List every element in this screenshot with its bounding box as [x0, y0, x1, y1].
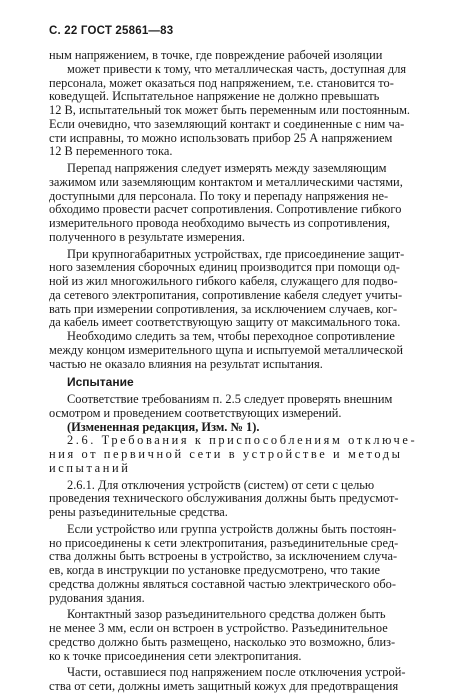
text-line: Контактный зазор разъединительного средства должен быть	[67, 607, 386, 622]
text-line: обходимо провести расчет сопротивления. Сопротивление гибкого	[49, 202, 402, 217]
clause-title: испытаний	[49, 460, 131, 475]
text-line: Если устройство или группа устройств должны быть постоян-	[67, 521, 397, 536]
text-line: ства от сети, должны иметь защитный кожух для предотвращения	[49, 679, 399, 693]
text-line: ным напряжением, в точке, где повреждение рабочей изоляции	[49, 48, 383, 62]
text-line: рудования здания.	[49, 590, 145, 605]
text-line: измерительного провода необходимо вычесть из сопротивления,	[49, 216, 391, 230]
text-line: сти исправны, то можно использовать прибор 25 А напряжением	[49, 130, 393, 145]
clause-title: 2.6. Требования к приспособлениям отключе-	[67, 433, 418, 448]
text-line: персонала, может оказаться под напряжением, т.е. становится то-	[49, 75, 394, 90]
text-line: Части, оставшиеся под напряжением после отключения устрой-	[67, 665, 406, 680]
body-text	[49, 49, 426, 694]
text-line: да сетевого электропитания, сопротивление кабеля следует учиты-	[49, 287, 403, 302]
text-line: ев, когда в инструкции по установке предусмотрено, что такие	[49, 563, 380, 577]
text-line: ко к точке присоединения сети электропитания.	[49, 648, 302, 663]
text-line: Если очевидно, что заземляющий контакт и соединенные с ним ча-	[49, 116, 405, 131]
text-line: Необходимо следить за тем, чтобы переходное сопротивление	[67, 329, 395, 343]
text-line: При крупногабаритных устройствах, где присоединение защит-	[67, 246, 405, 261]
text-line: зажимом или заземляющим контактом и металлическими частями,	[49, 174, 403, 189]
text-line: ного заземления сборочных единиц производится при помощи од-	[49, 260, 400, 275]
text-line: средство должно быть размещено, насколько это возможно, близ-	[49, 634, 396, 649]
text-line: вать при измерении сопротивления, за исключением случаев, ког-	[49, 301, 398, 316]
text-line: проведения технического обслуживания должны быть предусмот-	[49, 491, 399, 506]
text-line: 2.6.1. Для отключения устройств (систем) от сети с целью	[67, 477, 375, 492]
amendment-note: (Измененная редакция, Изм. № 1).	[67, 419, 260, 434]
text-line: коведущей. Испытательное напряжение не должно превышать	[49, 89, 380, 104]
text-line: но присоединены к сети электропитания, разъединительные сред-	[49, 535, 399, 550]
text-line: 12 В, испытательный ток может быть переменным или постоянным.	[49, 103, 411, 117]
page-header: С. 22 ГОСТ 25861—83	[49, 25, 174, 37]
text-line: не менее 3 мм, если он встроен в устройство. Разъединительное	[49, 621, 388, 635]
text-line: Соответствие требованиям п. 2.5 следует проверять внешним	[67, 392, 393, 406]
clause-title: ния от первичной сети в устройстве и методы	[49, 447, 403, 461]
text-line: доступными для персонала. По току и перепаду напряжения не-	[49, 188, 389, 203]
text-line: может привести к тому, что металлическая часть, доступная для	[67, 61, 407, 76]
text-line: ной из жил многожильного гибкого кабеля, служащего для подво-	[49, 274, 398, 288]
text-line: между концом измерительного щупа и испытуемой металлической	[49, 342, 403, 357]
text-line: средства должны являться составной частью электрического обо-	[49, 576, 396, 591]
text-line: рены разъединительные средства.	[49, 505, 228, 519]
text-line: ства должны быть встроены в устройство, за исключением случа-	[49, 549, 398, 564]
text-line: да кабель имеет соответствующую защиту от максимального тока.	[49, 315, 401, 330]
text-line: полученного в результате измерения.	[49, 229, 245, 244]
text-line: 12 В переменного тока.	[49, 144, 173, 159]
text-line: осмотром и проведением соответствующих измерений.	[49, 405, 342, 420]
text-line: Перепад напряжения следует измерять между заземляющим	[67, 161, 387, 175]
text-line: частью не оказало влияния на результат испытания.	[49, 356, 323, 371]
section-heading: Испытание	[67, 375, 134, 390]
